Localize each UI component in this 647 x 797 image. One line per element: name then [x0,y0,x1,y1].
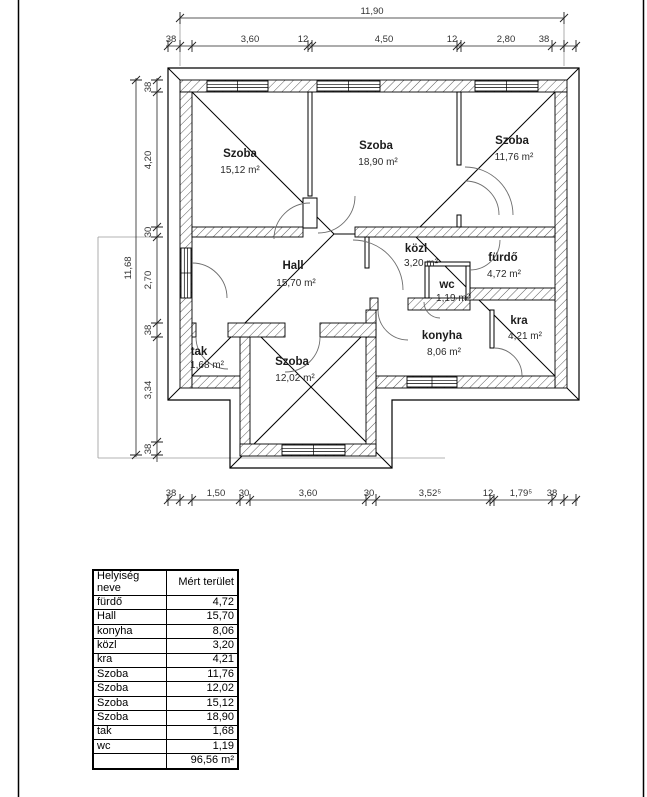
table-row [93,653,238,667]
room-name-label: konyha [421,330,463,342]
door-arc [192,263,227,298]
door-arc [353,240,403,290]
room-area-label: 3,20 m² [404,258,438,269]
room-name-cell: kra [93,653,167,667]
room-name-label: közl [404,243,428,255]
table-row [93,667,238,681]
dim-label: 3,60 [240,34,260,45]
table-header-cell: Mért terület [167,570,239,596]
dim-label: 38 [143,81,154,93]
door-arc [465,181,499,215]
table-row [93,596,238,610]
room-name-cell: konyha [93,624,167,638]
room-name-label: tak [190,346,208,358]
dim-label: 2,80 [496,34,516,45]
door-arc [378,310,408,340]
table-row [93,711,238,725]
room-name-label: Szoba [223,148,257,160]
room-name-label: kra [510,315,528,327]
dim-label: 12 [297,34,309,45]
table-header-cell: Helyiség neve [93,570,167,596]
door-jamb [303,198,317,228]
table-row [93,639,238,653]
window [282,445,345,455]
area-value-cell: 1,19 [167,739,239,753]
roof-valley-line [311,334,364,387]
dim-label: 12 [482,488,494,499]
room-area-label: 8,06 m² [427,347,461,358]
room-name-cell: közl [93,639,167,653]
room-name-cell: fürdő [93,596,167,610]
dim-label: 30 [363,488,375,499]
room-area-label: 18,90 m² [358,157,398,168]
table-row [93,610,238,624]
dim-label: 38 [143,324,154,336]
room-name-label: Szoba [275,356,309,368]
dim-label: 38 [143,443,154,455]
room-area-label: 15,12 m² [220,165,260,176]
room-area-label: 12,02 m² [275,373,315,384]
room-area-label: 11,76 m² [494,152,534,163]
dim-label: 38 [165,34,177,45]
table-row [93,739,238,753]
total-area-cell: 96,56 m² [167,754,239,769]
dim-label: 12 [446,34,458,45]
room-area-label: 15,70 m² [276,278,316,289]
dim-label: 1,79⁵ [509,488,533,499]
area-value-cell: 1,68 [167,725,239,739]
area-value-cell: 4,72 [167,596,239,610]
area-value-cell: 18,90 [167,711,239,725]
window [407,377,457,387]
room-name-cell: Szoba [93,696,167,710]
windows [181,81,538,455]
room-area-label: 4,72 m² [487,269,521,280]
area-value-cell: 15,70 [167,610,239,624]
dim-label: 11,90 [360,6,384,17]
window [475,81,538,91]
room-name-label: Hall [282,260,304,272]
area-value-cell: 3,20 [167,639,239,653]
dim-label: 2,70 [143,270,154,290]
area-value-cell: 11,76 [167,667,239,681]
area-value-cell: 15,12 [167,696,239,710]
room-area-label: 1,19 m² [436,293,470,304]
table-total-row [93,754,238,769]
dim-label: 38 [546,488,558,499]
room-name-cell: Szoba [93,711,167,725]
room-name-cell: Hall [93,610,167,624]
dim-label: 4,50 [374,34,394,45]
room-name-cell: Szoba [93,682,167,696]
room-name-cell: tak [93,725,167,739]
room-name-label: wc [439,279,455,291]
window [317,81,380,91]
table-header-row [93,570,238,596]
dim-label: 3,52⁵ [418,488,442,499]
room-area-label: 1,68 m² [190,360,224,371]
room-name-cell: wc [93,739,167,753]
area-value-cell: 8,06 [167,624,239,638]
empty-cell [93,754,167,769]
window [181,248,191,298]
dim-label: 3,34 [143,380,154,400]
door-arc [494,348,522,376]
dim-label: 30 [143,226,154,238]
table-row [93,725,238,739]
room-area-label: 4,21 m² [508,331,542,342]
room-name-label: fürdő [488,252,518,264]
roof-hip-line [413,68,579,234]
room-name-cell: Szoba [93,667,167,681]
table-row [93,624,238,638]
dim-label: 3,60 [298,488,318,499]
dim-label: 11,68 [123,256,134,280]
room-name-label: Szoba [495,135,529,147]
window [207,81,268,91]
door-arc [318,196,355,233]
dim-label: 30 [238,488,250,499]
area-value-cell: 4,21 [167,653,239,667]
table-row [93,682,238,696]
area-value-cell: 12,02 [167,682,239,696]
room-name-label: Szoba [359,140,393,152]
table-row [93,696,238,710]
dim-label: 1,50 [206,488,226,499]
dim-label: 38 [165,488,177,499]
dim-label: 38 [538,34,550,45]
area-table [92,569,239,770]
dim-label: 4,20 [143,150,154,170]
